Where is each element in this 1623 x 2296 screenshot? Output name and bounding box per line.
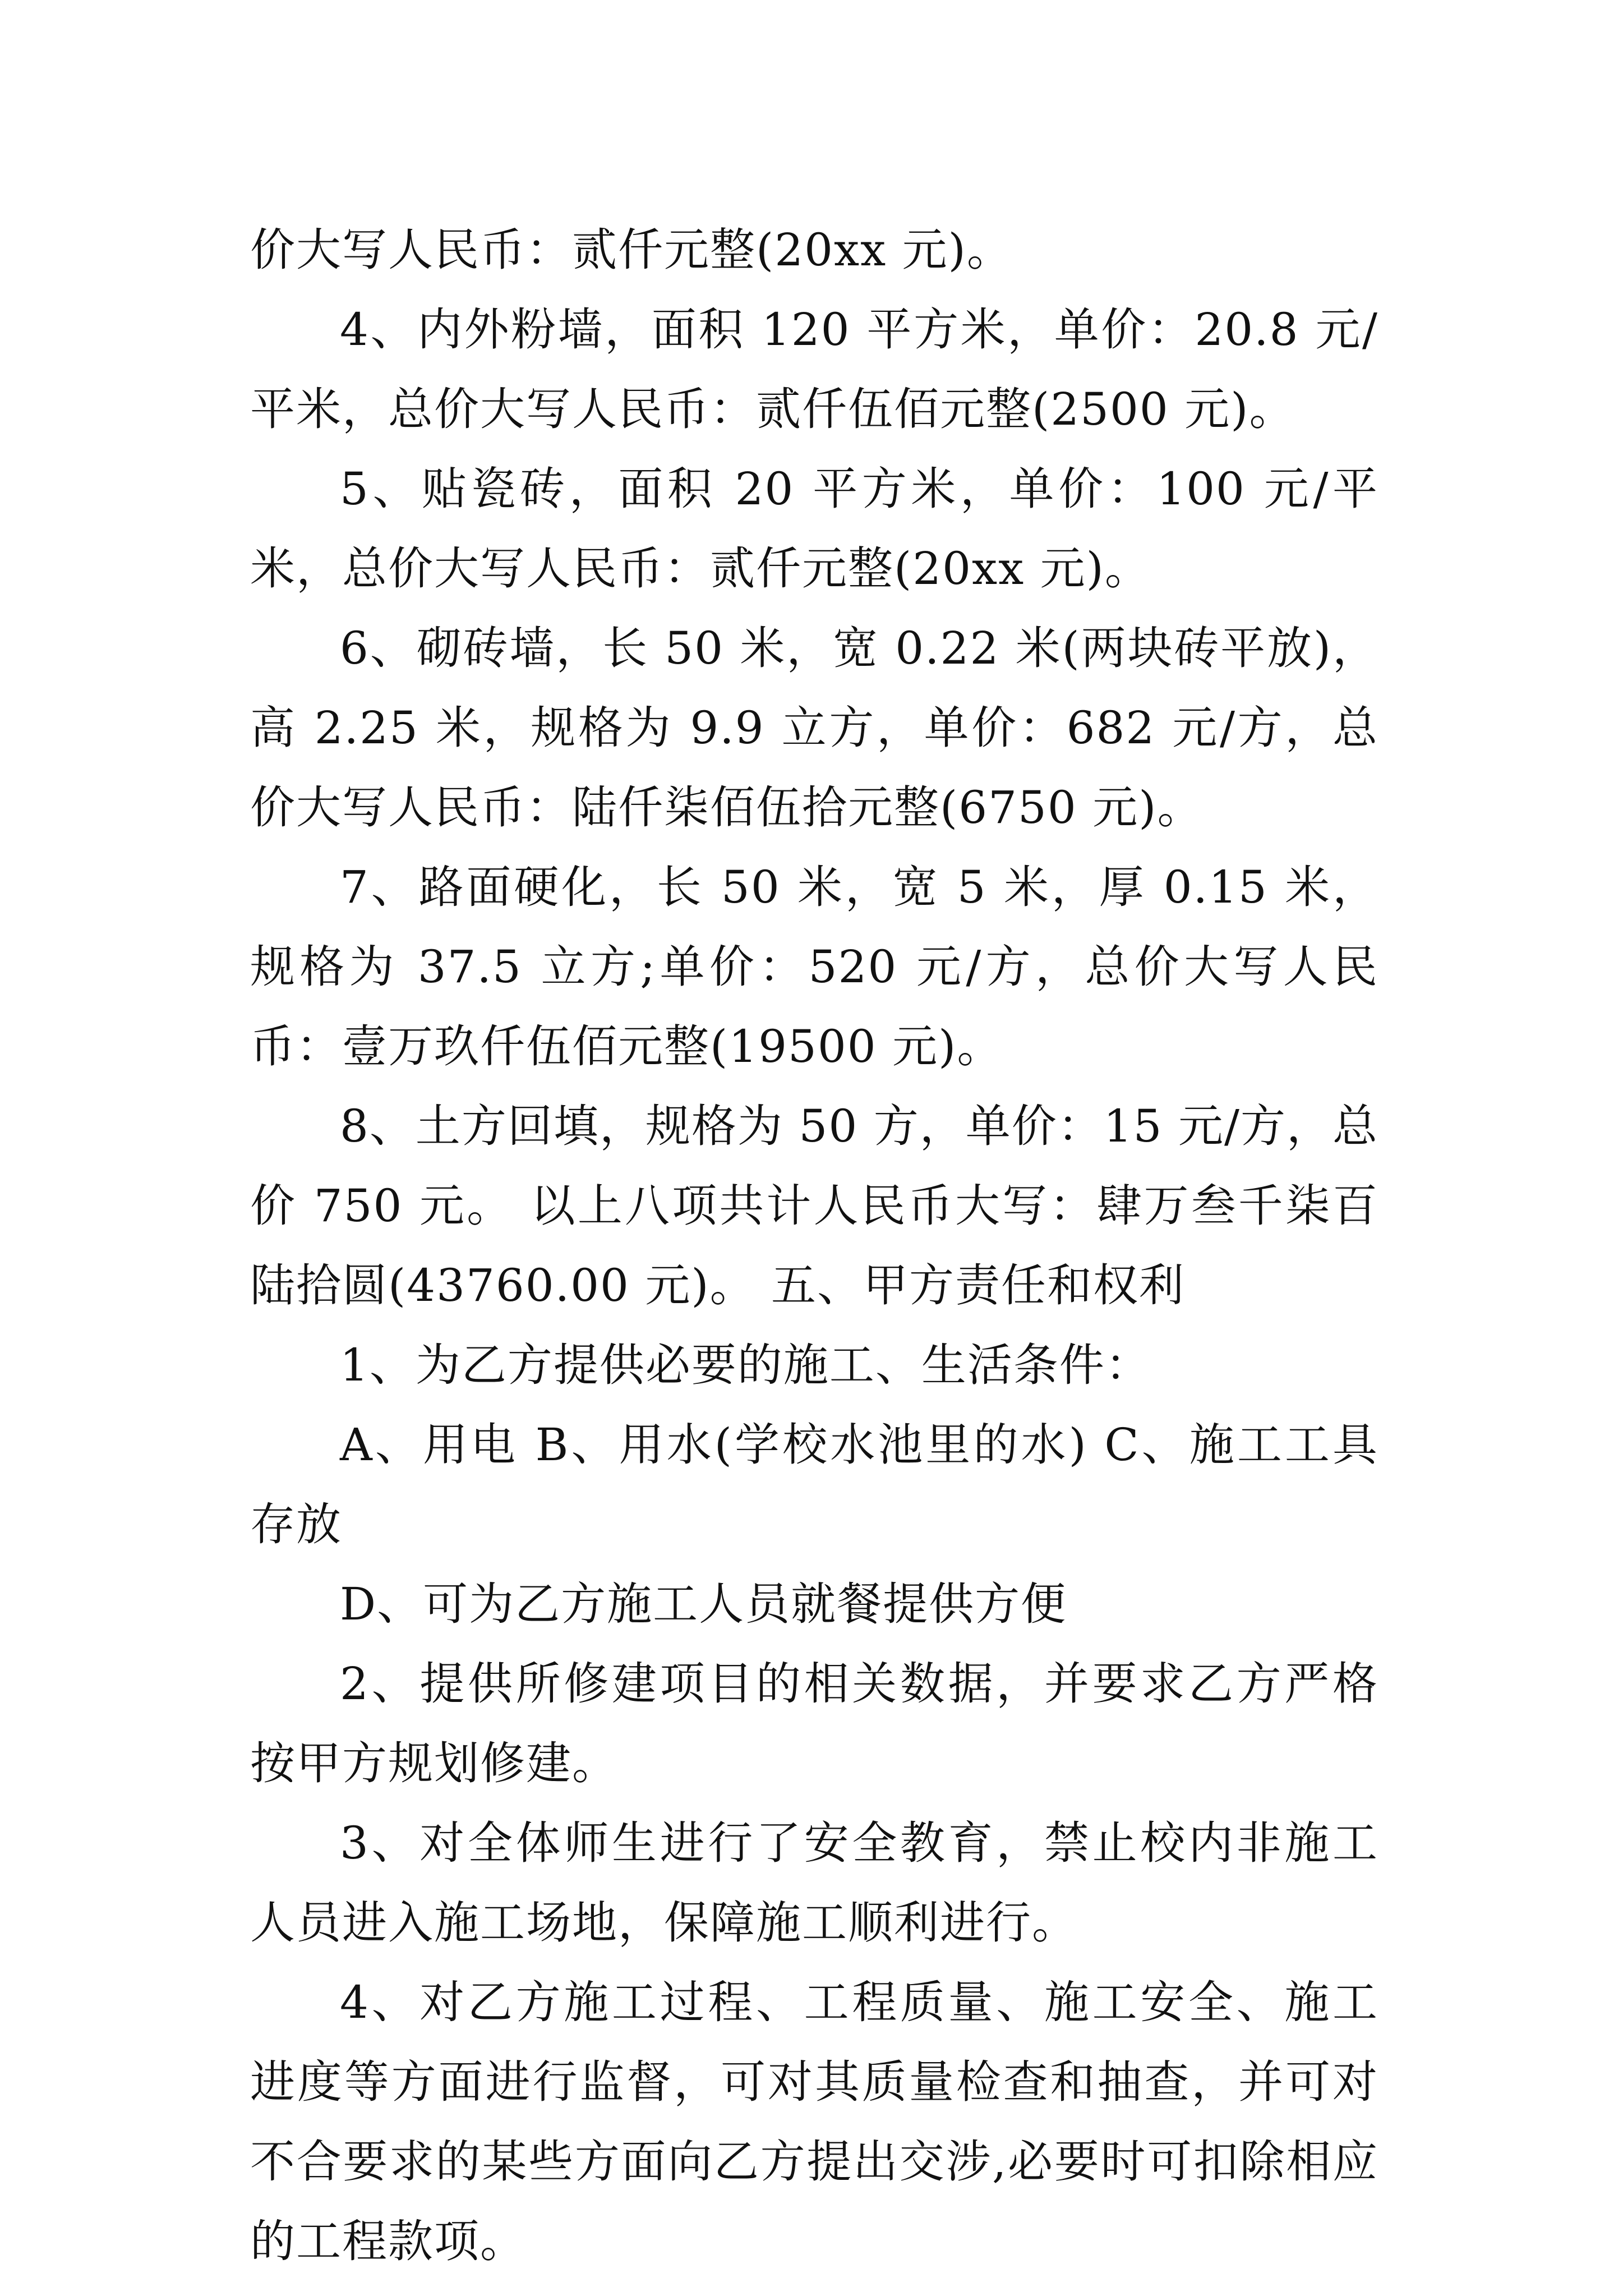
paragraph-item-6-brick-wall: 6、砌砖墙，长 50 米，宽 0.22 米(两块砖平放)，高 2.25 米，规格为 9.9 立方，单价：682 元/方，总价大写人民币：陆仟柒佰伍拾元整(6750 元)。 <box>250 622 1378 834</box>
paragraph-condition-d: D、可为乙方施工人员就餐提供方便 <box>340 1578 1067 1630</box>
paragraph-item-7-paving: 7、路面硬化，长 50 米，宽 5 米，厚 0.15 米，规格为 37.5 立方;单价：520 元/方，总价大写人民币：壹万玖仟伍佰元整(19500 元)。 <box>250 861 1378 1073</box>
paragraph-party-a-2: 2、提供所修建项目的相关数据，并要求乙方严格按甲方规划修建。 <box>250 1658 1378 1789</box>
paragraph-item-5-tiling: 5、贴瓷砖，面积 20 平方米，单价：100 元/平米，总价大写人民币：贰仟元整(20xx 元)。 <box>250 463 1378 595</box>
paragraph-item-8-backfill: 8、土方回填，规格为 50 方，单价：15 元/方，总价 750 元。 以上八项共计人民币大写：肆万叁千柒百陆拾圆(43760.00 元)。 五、甲方责任和权利 <box>250 1100 1378 1312</box>
paragraph-continuation: 价大写人民币：贰仟元整(20xx 元)。 <box>250 224 1013 276</box>
paragraph-conditions-abc: A、用电 B、用水(学校水池里的水) C、施工工具存放 <box>250 1419 1378 1550</box>
paragraph-party-a-4: 4、对乙方施工过程、工程质量、施工安全、施工进度等方面进行监督，可对其质量检查和抽查，并可对不合要求的某些方面向乙方提出交涉,必要时可扣除相应的工程款项。 <box>250 1976 1378 2267</box>
paragraph-party-a-1: 1、为乙方提供必要的施工、生活条件： <box>340 1339 1151 1391</box>
document-body <box>250 210 1378 2281</box>
paragraph-party-a-3: 3、对全体师生进行了安全教育，禁止校内非施工人员进入施工场地，保障施工顺利进行。 <box>250 1817 1378 1949</box>
paragraph-item-4-plastering: 4、内外粉墙，面积 120 平方米，单价：20.8 元/平米，总价大写人民币：贰仟伍佰元整(2500 元)。 <box>250 303 1378 435</box>
